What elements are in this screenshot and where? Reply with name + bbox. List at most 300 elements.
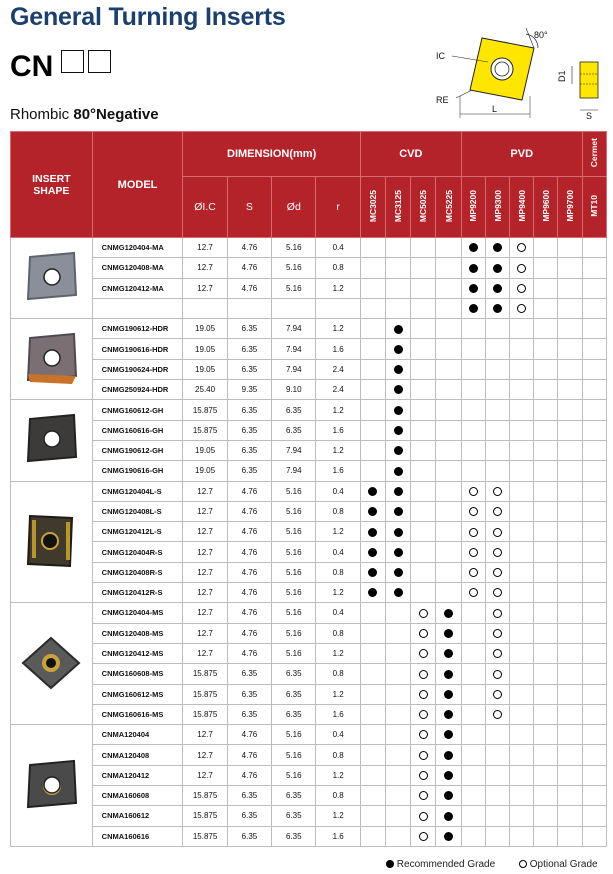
grade-cell bbox=[510, 359, 534, 379]
grade-cell bbox=[360, 664, 385, 684]
optional-ring-icon bbox=[493, 528, 502, 537]
model-cell: CNMA160608 bbox=[92, 786, 183, 806]
grade-cell bbox=[582, 765, 606, 785]
grade-cell bbox=[534, 319, 558, 339]
grade-cell bbox=[510, 704, 534, 724]
model-cell: CNMG120412R-S bbox=[92, 583, 183, 603]
dim-cell-s: 4.76 bbox=[227, 643, 271, 663]
optional-ring-icon bbox=[517, 304, 526, 313]
grade-cell bbox=[534, 542, 558, 562]
grade-cell bbox=[558, 238, 582, 258]
dim-cell-d: 5.16 bbox=[272, 238, 316, 258]
table-row bbox=[11, 380, 607, 400]
grade-cell bbox=[582, 806, 606, 826]
optional-ring-icon bbox=[419, 751, 428, 760]
grade-cell bbox=[360, 623, 385, 643]
dim-cell-d: 6.35 bbox=[272, 400, 316, 420]
grade-cell bbox=[411, 603, 436, 623]
grade-cell bbox=[485, 684, 509, 704]
dim-cell-r: 1.2 bbox=[316, 765, 360, 785]
dim-cell-s: 4.76 bbox=[227, 725, 271, 745]
grade-cell bbox=[510, 623, 534, 643]
dim-cell-ic: 19.05 bbox=[183, 359, 227, 379]
grade-cell bbox=[386, 684, 411, 704]
grade-cell bbox=[485, 440, 509, 460]
grade-cell bbox=[461, 319, 485, 339]
col-insert-shape: INSERT SHAPE bbox=[11, 132, 93, 238]
grade-cell bbox=[436, 765, 461, 785]
table-row bbox=[11, 725, 607, 745]
dim-cell-d: 5.16 bbox=[272, 501, 316, 521]
col-cermet bbox=[582, 132, 606, 177]
grade-cell bbox=[436, 542, 461, 562]
insert-hole-inner bbox=[495, 62, 509, 76]
model-cell: CNMG120404-MS bbox=[92, 603, 183, 623]
grade-cell bbox=[436, 704, 461, 724]
grade-cell bbox=[534, 501, 558, 521]
grade-cell bbox=[411, 664, 436, 684]
dim-cell-s: 4.76 bbox=[227, 501, 271, 521]
grade-cell bbox=[360, 522, 385, 542]
grade-cell bbox=[386, 664, 411, 684]
grade-label: MP9700 bbox=[565, 190, 576, 222]
dim-cell-s: 4.76 bbox=[227, 623, 271, 643]
dim-cell-r: 0.8 bbox=[316, 745, 360, 765]
table-row bbox=[11, 664, 607, 684]
grade-label: MP9200 bbox=[468, 190, 479, 222]
grade-cell bbox=[360, 298, 385, 318]
dim-cell-d: 7.94 bbox=[272, 319, 316, 339]
model-cell: CNMG160612-GH bbox=[92, 400, 183, 420]
grade-cell bbox=[360, 319, 385, 339]
dim-cell-ic: 12.7 bbox=[183, 643, 227, 663]
insert-shape-chipbreaker-ma-icon bbox=[20, 298, 82, 307]
grade-cell bbox=[386, 786, 411, 806]
dim-cell-r: 1.6 bbox=[316, 704, 360, 724]
recommended-dot-icon bbox=[368, 528, 377, 537]
dim-cell-d: 6.35 bbox=[272, 786, 316, 806]
recommended-dot-icon bbox=[394, 467, 403, 476]
optional-ring-icon bbox=[419, 649, 428, 658]
model-cell: CNMG120412-MS bbox=[92, 643, 183, 663]
grade-cell bbox=[461, 684, 485, 704]
dim-cell-d: 6.35 bbox=[272, 826, 316, 846]
dim-cell-s: 4.76 bbox=[227, 258, 271, 278]
model-cell: CNMG120408-MA bbox=[92, 258, 183, 278]
grade-cell bbox=[386, 501, 411, 521]
dim-cell-ic: 12.7 bbox=[183, 278, 227, 298]
optional-ring-icon bbox=[469, 548, 478, 557]
table-row bbox=[11, 826, 607, 846]
grade-cell bbox=[582, 684, 606, 704]
insert-shape-cell bbox=[11, 319, 93, 400]
optional-ring-icon bbox=[469, 528, 478, 537]
grade-cell bbox=[582, 583, 606, 603]
grade-cell bbox=[436, 278, 461, 298]
grade-cell bbox=[461, 583, 485, 603]
grade-cell bbox=[461, 643, 485, 663]
recommended-dot-icon bbox=[444, 730, 453, 739]
dim-cell-d: 5.16 bbox=[272, 278, 316, 298]
recommended-dot-icon bbox=[394, 568, 403, 577]
recommended-dot-icon bbox=[386, 860, 394, 868]
grade-cell bbox=[360, 278, 385, 298]
grade-cell bbox=[386, 826, 411, 846]
grade-label: MC3125 bbox=[393, 189, 404, 223]
grade-cell bbox=[510, 583, 534, 603]
angle-label: 80° bbox=[534, 30, 548, 40]
dim-cell-d: 5.16 bbox=[272, 258, 316, 278]
optional-ring-icon bbox=[469, 487, 478, 496]
dim-cell-d: 5.16 bbox=[272, 603, 316, 623]
dim-cell-ic: 12.7 bbox=[183, 583, 227, 603]
grade-cell bbox=[558, 704, 582, 724]
grade-cell bbox=[534, 359, 558, 379]
model-cell: CNMG190624-HDR bbox=[92, 359, 183, 379]
grade-cell bbox=[411, 562, 436, 582]
grade-cell bbox=[485, 725, 509, 745]
model-cell: CNMA160612 bbox=[92, 806, 183, 826]
grade-cell bbox=[360, 765, 385, 785]
recommended-dot-icon bbox=[368, 487, 377, 496]
grade-cell bbox=[360, 440, 385, 460]
table-row bbox=[11, 643, 607, 663]
grade-cell bbox=[436, 522, 461, 542]
dim-cell-s: 4.76 bbox=[227, 522, 271, 542]
grade-label: MP9600 bbox=[540, 190, 551, 222]
grade-cell bbox=[386, 440, 411, 460]
grade-cell bbox=[485, 461, 509, 481]
dim-cell-s: 6.35 bbox=[227, 461, 271, 481]
grade-cell bbox=[360, 745, 385, 765]
grade-cell bbox=[436, 298, 461, 318]
dim-cell-d: 6.35 bbox=[272, 420, 316, 440]
grade-cell bbox=[436, 826, 461, 846]
grade-cell bbox=[558, 806, 582, 826]
table-row bbox=[11, 745, 607, 765]
dim-cell-s: 6.35 bbox=[227, 806, 271, 826]
grade-cell bbox=[461, 806, 485, 826]
grade-cell bbox=[386, 806, 411, 826]
re-label: RE bbox=[436, 95, 449, 105]
grade-cell bbox=[534, 664, 558, 684]
grade-cell bbox=[558, 725, 582, 745]
dim-cell-r: 0.8 bbox=[316, 623, 360, 643]
grade-cell bbox=[386, 562, 411, 582]
grade-cell bbox=[461, 400, 485, 420]
dim-cell-ic: 15.875 bbox=[183, 704, 227, 724]
insert-shape-hdr-icon bbox=[20, 379, 82, 388]
dim-cell-d: 5.16 bbox=[272, 725, 316, 745]
table-row bbox=[11, 319, 607, 339]
grade-cell bbox=[436, 664, 461, 684]
angle-line bbox=[526, 28, 534, 48]
grade-cell bbox=[510, 501, 534, 521]
grade-cell bbox=[558, 440, 582, 460]
code-placeholder-boxes bbox=[61, 50, 115, 78]
grade-cell bbox=[386, 420, 411, 440]
dim-cell-ic: 12.7 bbox=[183, 522, 227, 542]
grade-cell bbox=[558, 481, 582, 501]
dim-cell-d: 6.35 bbox=[272, 806, 316, 826]
dim-cell-ic: 12.7 bbox=[183, 542, 227, 562]
dim-cell-s: 6.35 bbox=[227, 339, 271, 359]
grade-cell bbox=[534, 238, 558, 258]
model-cell: CNMG120404L-S bbox=[92, 481, 183, 501]
recommended-dot-icon bbox=[444, 751, 453, 760]
dim-cell-r: 1.2 bbox=[316, 806, 360, 826]
optional-ring-icon bbox=[517, 264, 526, 273]
col-grade bbox=[510, 177, 534, 238]
table-row bbox=[11, 542, 607, 562]
grade-cell bbox=[510, 562, 534, 582]
grade-cell bbox=[558, 542, 582, 562]
optional-ring-icon bbox=[419, 812, 428, 821]
grade-cell bbox=[582, 786, 606, 806]
grade-cell bbox=[534, 786, 558, 806]
grade-cell bbox=[558, 278, 582, 298]
grade-cell bbox=[461, 339, 485, 359]
grade-cell bbox=[461, 522, 485, 542]
grade-cell bbox=[436, 258, 461, 278]
grade-cell bbox=[582, 725, 606, 745]
grade-cell bbox=[436, 501, 461, 521]
optional-ring-icon bbox=[493, 588, 502, 597]
recommended-dot-icon bbox=[394, 406, 403, 415]
optional-ring-icon bbox=[469, 588, 478, 597]
insert-shape-cell bbox=[11, 238, 93, 319]
col-grade bbox=[534, 177, 558, 238]
recommended-dot-icon bbox=[469, 304, 478, 313]
code-box bbox=[88, 50, 111, 73]
grade-cell bbox=[436, 786, 461, 806]
recommended-dot-icon bbox=[394, 325, 403, 334]
grade-cell bbox=[461, 501, 485, 521]
dim-cell-r: 0.4 bbox=[316, 603, 360, 623]
cermet-label: Cermet bbox=[589, 138, 600, 168]
model-cell: CNMA120404 bbox=[92, 725, 183, 745]
optional-ring-icon bbox=[493, 670, 502, 679]
dim-cell-s: 6.35 bbox=[227, 359, 271, 379]
grade-cell bbox=[411, 440, 436, 460]
model-cell: CNMG120404R-S bbox=[92, 542, 183, 562]
grade-cell bbox=[436, 684, 461, 704]
grade-cell bbox=[485, 583, 509, 603]
model-cell: CNMG190616-HDR bbox=[92, 339, 183, 359]
grade-cell bbox=[558, 664, 582, 684]
insert-shape-ms-icon bbox=[19, 685, 83, 694]
recommended-dot-icon bbox=[444, 649, 453, 658]
table-row bbox=[11, 420, 607, 440]
dim-cell-ic: 19.05 bbox=[183, 319, 227, 339]
table-row bbox=[11, 522, 607, 542]
legend-recommended bbox=[386, 859, 495, 870]
grade-cell bbox=[360, 359, 385, 379]
table-row bbox=[11, 359, 607, 379]
grade-cell bbox=[485, 603, 509, 623]
dim-cell-s: 6.35 bbox=[227, 420, 271, 440]
grade-cell bbox=[461, 359, 485, 379]
col-grade bbox=[558, 177, 582, 238]
grade-cell bbox=[558, 420, 582, 440]
grade-cell bbox=[360, 684, 385, 704]
recommended-dot-icon bbox=[493, 284, 502, 293]
grade-cell bbox=[360, 806, 385, 826]
grade-cell bbox=[534, 522, 558, 542]
dim-cell-ic: 19.05 bbox=[183, 461, 227, 481]
dim-cell-s: 4.76 bbox=[227, 745, 271, 765]
grade-cell bbox=[534, 806, 558, 826]
grade-cell bbox=[582, 298, 606, 318]
dim-cell-r: 0.8 bbox=[316, 664, 360, 684]
grade-cell bbox=[461, 603, 485, 623]
grade-cell bbox=[534, 461, 558, 481]
grade-cell bbox=[360, 501, 385, 521]
grade-cell bbox=[436, 380, 461, 400]
grade-cell bbox=[436, 238, 461, 258]
grade-cell bbox=[436, 420, 461, 440]
grade-cell bbox=[411, 745, 436, 765]
grade-cell bbox=[485, 664, 509, 684]
grade-cell bbox=[485, 339, 509, 359]
grade-cell bbox=[436, 400, 461, 420]
col-dim-0: ØI.C bbox=[183, 177, 227, 238]
insert-shape-cnma-icon bbox=[20, 806, 82, 815]
recommended-dot-icon bbox=[493, 243, 502, 252]
grade-cell bbox=[582, 826, 606, 846]
grade-cell bbox=[558, 258, 582, 278]
dim-cell-s: 6.35 bbox=[227, 400, 271, 420]
grade-cell bbox=[485, 258, 509, 278]
grade-cell bbox=[510, 765, 534, 785]
grade-cell bbox=[485, 623, 509, 643]
grade-cell bbox=[386, 765, 411, 785]
grade-cell bbox=[558, 684, 582, 704]
optional-ring-icon bbox=[419, 690, 428, 699]
grade-cell bbox=[411, 522, 436, 542]
grade-cell bbox=[436, 806, 461, 826]
grade-cell bbox=[461, 298, 485, 318]
model-cell: CNMG190612-GH bbox=[92, 440, 183, 460]
dim-cell-d: 6.35 bbox=[272, 704, 316, 724]
dim-cell-s: 4.76 bbox=[227, 583, 271, 603]
recommended-dot-icon bbox=[444, 690, 453, 699]
grade-cell bbox=[510, 786, 534, 806]
dim-cell-r: 1.2 bbox=[316, 522, 360, 542]
grade-label: MT10 bbox=[589, 195, 600, 217]
dim-cell-r: 1.2 bbox=[316, 278, 360, 298]
dim-cell-s: 4.76 bbox=[227, 765, 271, 785]
optional-ring-icon bbox=[469, 568, 478, 577]
grade-cell bbox=[510, 643, 534, 663]
grade-cell bbox=[558, 643, 582, 663]
grade-cell bbox=[386, 603, 411, 623]
dim-cell-ic bbox=[183, 298, 227, 318]
grade-cell bbox=[411, 684, 436, 704]
grade-cell bbox=[534, 765, 558, 785]
grade-cell bbox=[411, 461, 436, 481]
grade-cell bbox=[485, 562, 509, 582]
grade-cell bbox=[485, 542, 509, 562]
grade-cell bbox=[386, 481, 411, 501]
grade-cell bbox=[582, 501, 606, 521]
grade-cell bbox=[510, 745, 534, 765]
grade-cell bbox=[411, 826, 436, 846]
grade-cell bbox=[582, 238, 606, 258]
recommended-dot-icon bbox=[444, 670, 453, 679]
recommended-dot-icon bbox=[444, 832, 453, 841]
grade-cell bbox=[461, 562, 485, 582]
dim-cell-d: 5.16 bbox=[272, 562, 316, 582]
grade-cell bbox=[411, 319, 436, 339]
grade-cell bbox=[534, 562, 558, 582]
grade-cell bbox=[485, 400, 509, 420]
grade-cell bbox=[510, 806, 534, 826]
grade-cell bbox=[510, 542, 534, 562]
grade-cell bbox=[510, 339, 534, 359]
grade-cell bbox=[582, 258, 606, 278]
col-dim-2: Ød bbox=[272, 177, 316, 238]
grade-cell bbox=[558, 745, 582, 765]
grade-cell bbox=[582, 420, 606, 440]
grade-cell bbox=[534, 420, 558, 440]
re-leader bbox=[456, 90, 472, 98]
model-cell: CNMG190612-HDR bbox=[92, 319, 183, 339]
table-row bbox=[11, 400, 607, 420]
dim-cell-r: 0.4 bbox=[316, 542, 360, 562]
dim-cell-s: 4.76 bbox=[227, 238, 271, 258]
grade-cell bbox=[534, 278, 558, 298]
grade-cell bbox=[534, 298, 558, 318]
table-row bbox=[11, 806, 607, 826]
grade-cell bbox=[360, 461, 385, 481]
col-grade bbox=[386, 177, 411, 238]
grade-cell bbox=[558, 786, 582, 806]
dim-cell-d bbox=[272, 298, 316, 318]
grade-cell bbox=[386, 319, 411, 339]
grade-cell bbox=[558, 562, 582, 582]
model-cell: CNMG120408L-S bbox=[92, 501, 183, 521]
grade-cell bbox=[461, 380, 485, 400]
grade-cell bbox=[461, 440, 485, 460]
grade-cell bbox=[534, 684, 558, 704]
grade-cell bbox=[386, 238, 411, 258]
dim-cell-ic: 15.875 bbox=[183, 826, 227, 846]
recommended-dot-icon bbox=[469, 284, 478, 293]
recommended-dot-icon bbox=[394, 385, 403, 394]
grade-cell bbox=[461, 542, 485, 562]
dim-cell-ic: 12.7 bbox=[183, 745, 227, 765]
grade-cell bbox=[510, 522, 534, 542]
grade-cell bbox=[436, 583, 461, 603]
grade-cell bbox=[582, 380, 606, 400]
recommended-dot-icon bbox=[368, 507, 377, 516]
grade-cell bbox=[411, 765, 436, 785]
col-dim-1: S bbox=[227, 177, 271, 238]
grade-cell bbox=[411, 258, 436, 278]
grade-cell bbox=[558, 461, 582, 481]
legend-recommended-label: Recommended Grade bbox=[396, 859, 496, 870]
grade-cell bbox=[360, 481, 385, 501]
grade-cell bbox=[411, 380, 436, 400]
grade-cell bbox=[386, 704, 411, 724]
model-cell: CNMG190616-GH bbox=[92, 461, 183, 481]
grade-cell bbox=[360, 400, 385, 420]
grade-cell bbox=[386, 745, 411, 765]
grade-cell bbox=[558, 623, 582, 643]
model-cell: CNMG120412-MA bbox=[92, 278, 183, 298]
grade-cell bbox=[534, 258, 558, 278]
